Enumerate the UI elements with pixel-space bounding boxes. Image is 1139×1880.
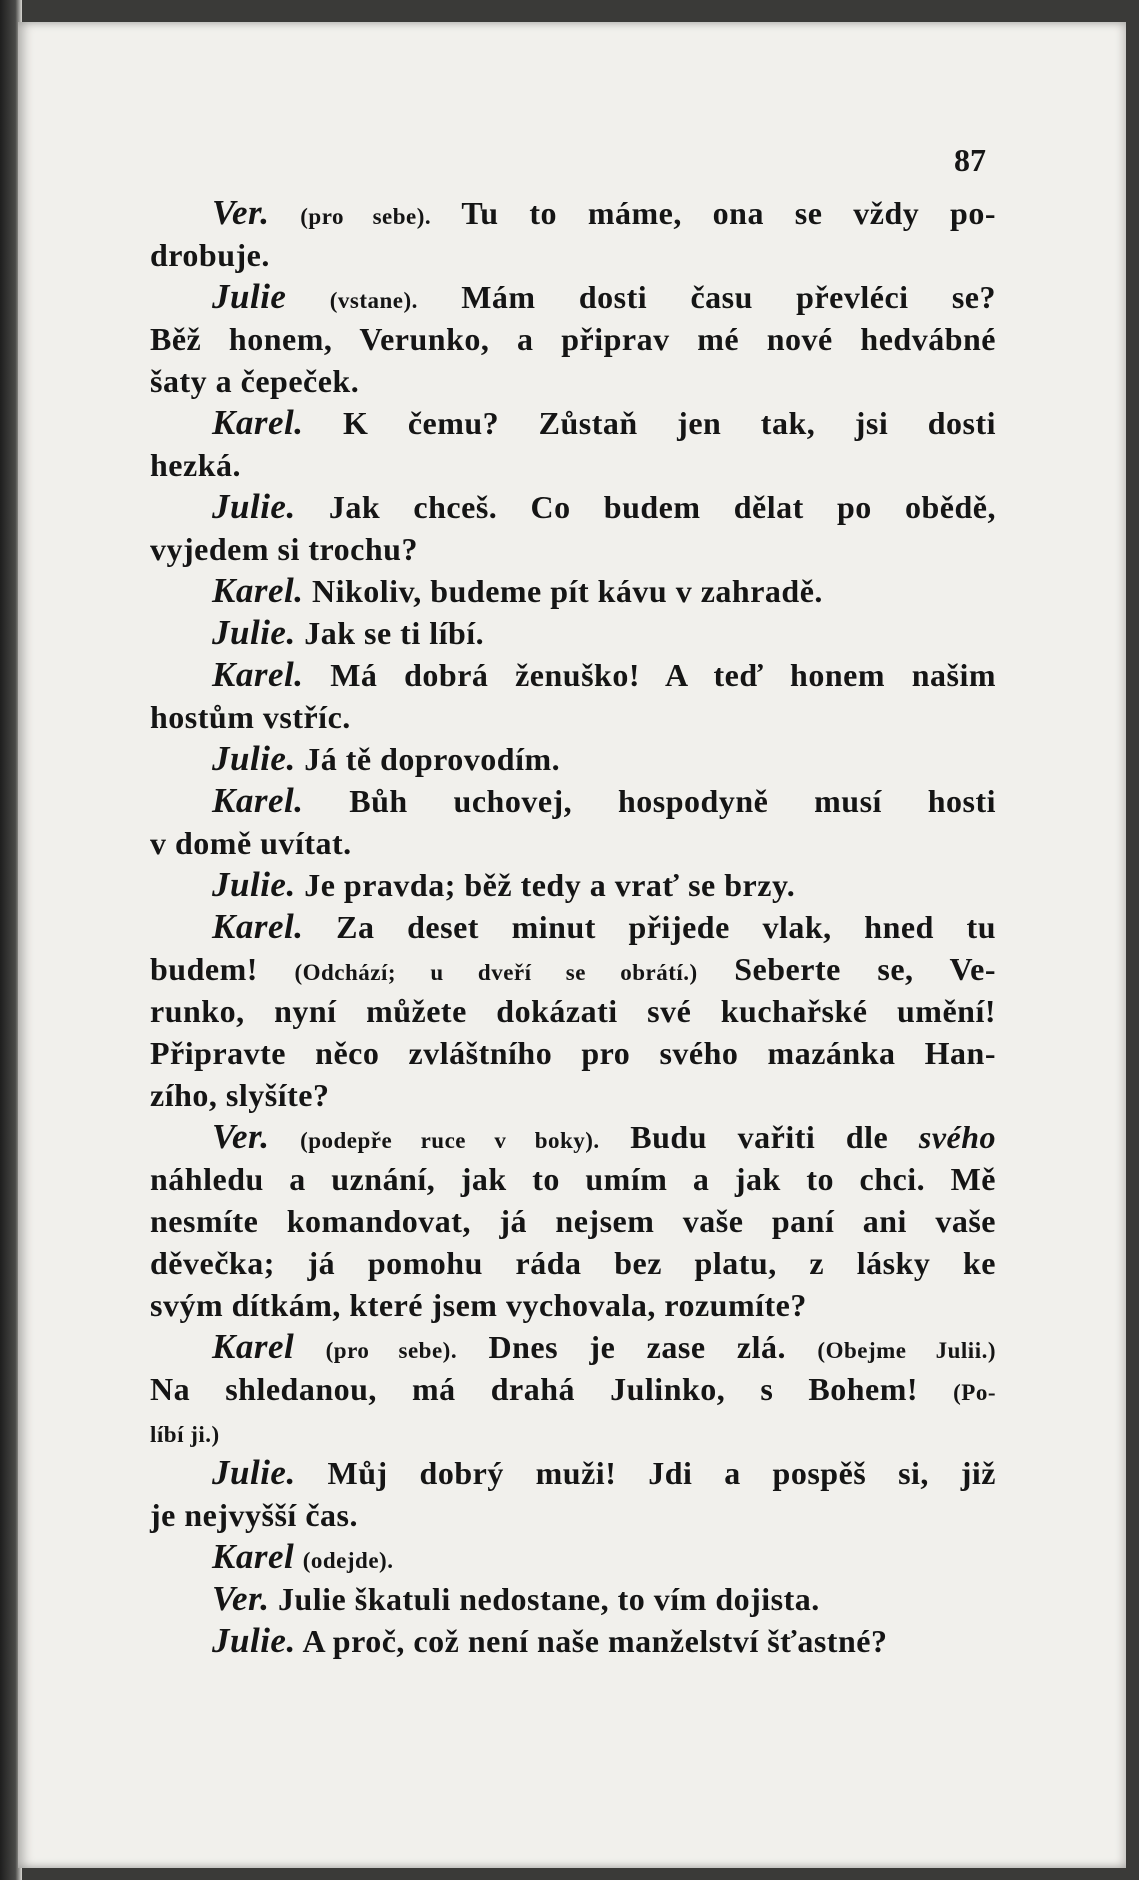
text-line — [150, 1200, 996, 1242]
dialogue-text: Budu vařiti dle — [599, 1119, 919, 1155]
emphasized-word: svého — [918, 1119, 997, 1155]
text-line — [150, 486, 996, 528]
stage-direction: (podepře ruce v boky). — [300, 1128, 600, 1153]
dialogue-text: Je pravda; běž tedy a vrať se brzy. — [295, 867, 796, 903]
dialogue-text: Jak chceš. Co budem dělat po obědě, — [295, 489, 996, 525]
text-line — [150, 1578, 996, 1620]
text-line — [150, 234, 996, 276]
text-line — [150, 1074, 996, 1116]
dialogue-text: nesmíte komandovat, já nejsem vaše paní ani vaše — [150, 1203, 996, 1239]
dialogue-text: hostům vstříc. — [150, 699, 351, 735]
dialogue-text: děvečka; já pomohu ráda bez platu, z lásky ke — [150, 1245, 996, 1281]
text-line — [150, 1326, 996, 1368]
speaker-name: Julie. — [212, 1621, 296, 1660]
speaker-name: Karel — [212, 1327, 295, 1366]
text-line — [150, 1242, 996, 1284]
speaker-name: Julie. — [212, 613, 296, 652]
speaker-name: Julie — [212, 277, 287, 316]
dialogue-text: Nikoliv, budeme pít kávu v zahradě. — [303, 573, 823, 609]
dialogue-text: svým dítkám, které jsem vychovala, rozumíte? — [150, 1287, 807, 1323]
dialogue-text: v domě uvítat. — [150, 825, 352, 861]
book-page — [18, 22, 1126, 1868]
dialogue-text: Bůh uchovej, hospodyně musí hosti — [303, 783, 996, 819]
speaker-name: Karel. — [212, 781, 304, 820]
dialogue-text: je nejvyšší čas. — [150, 1497, 358, 1533]
speaker-name: Karel. — [212, 403, 304, 442]
dialogue-text: Za deset minut přijede vlak, hned tu — [303, 909, 996, 945]
speaker-name: Ver. — [212, 193, 270, 232]
stage-direction: (pro sebe). — [300, 204, 432, 229]
text-line — [150, 1158, 996, 1200]
stage-direction: (Odchází; u dveří se obrátí.) — [294, 960, 698, 985]
text-line — [150, 528, 996, 570]
dialogue-text: Tu to máme, ona se vždy po- — [431, 195, 997, 231]
stage-direction: líbí ji.) — [150, 1422, 220, 1447]
text-line — [150, 780, 996, 822]
dialogue-text: vyjedem si trochu? — [150, 531, 418, 567]
text-line — [150, 1536, 996, 1578]
dialogue-text: zího, slyšíte? — [150, 1077, 330, 1113]
dialogue-text: Dnes je zase zlá. — [457, 1329, 787, 1365]
speaker-name: Ver. — [212, 1579, 270, 1618]
text-line — [150, 696, 996, 738]
text-line — [150, 402, 996, 444]
stage-direction: (vstane). — [329, 288, 418, 313]
dialogue-text: Připravte něco zvláštního pro svého mazánka Han- — [150, 1035, 996, 1071]
text-line — [150, 570, 996, 612]
text-line — [150, 1494, 996, 1536]
dialogue-text: náhledu a uznání, jak to umím a jak to chci. Mě — [150, 1161, 996, 1197]
stage-direction: (Po- — [953, 1380, 996, 1405]
speaker-name: Karel. — [212, 907, 304, 946]
stage-direction: (Obejme Julii.) — [817, 1338, 996, 1363]
text-line — [150, 318, 996, 360]
text-line — [150, 1032, 996, 1074]
dialogue-text: šaty a čepeček. — [150, 363, 360, 399]
speaker-name: Karel. — [212, 571, 304, 610]
stage-direction: (odejde). — [302, 1548, 394, 1573]
dialogue-text: budem! — [150, 951, 258, 987]
text-line — [150, 654, 996, 696]
text-line — [150, 192, 996, 234]
speaker-name: Julie. — [212, 865, 296, 904]
text-line — [150, 1620, 996, 1662]
speaker-name: Julie. — [212, 487, 296, 526]
page-number: 87 — [954, 142, 986, 178]
dialogue-text: Běž honem, Verunko, a připrav mé nové hedvábné — [150, 321, 996, 357]
text-line — [150, 864, 996, 906]
speaker-name: Julie. — [212, 739, 296, 778]
text-line — [150, 1116, 996, 1158]
dialogue-text: Můj dobrý muži! Jdi a pospěš si, již — [295, 1455, 996, 1491]
dialogue-text: hezká. — [150, 447, 241, 483]
dialogue-text: A proč, což není naše manželství šťastné? — [295, 1623, 888, 1659]
stage-direction: (pro sebe). — [325, 1338, 458, 1363]
speaker-name: Ver. — [212, 1117, 270, 1156]
text-line — [150, 1284, 996, 1326]
text-line — [150, 906, 996, 948]
text-line — [150, 276, 996, 318]
text-line — [150, 1410, 996, 1452]
speaker-name: Karel — [212, 1537, 295, 1576]
dialogue-text: Já tě doprovodím. — [295, 741, 561, 777]
speaker-name: Julie. — [212, 1453, 296, 1492]
text-line — [150, 1452, 996, 1494]
dialogue-text: Na shledanou, má drahá Julinko, s Bohem! — [150, 1371, 919, 1407]
dialogue-text: Jak se ti líbí. — [295, 615, 485, 651]
text-line — [150, 990, 996, 1032]
dialogue-text: K čemu? Zůstaň jen tak, jsi dosti — [303, 405, 996, 441]
dialogue-text: runko, nyní můžete dokázati své kuchařské umění! — [150, 993, 996, 1029]
dialogue-text: Mám dosti času převléci se? — [417, 279, 997, 315]
text-line — [150, 1368, 996, 1410]
text-line — [150, 822, 996, 864]
dialogue-text: Seberte se, Ve- — [697, 951, 997, 987]
text-line — [150, 612, 996, 654]
text-line — [150, 444, 996, 486]
speaker-name: Karel. — [212, 655, 304, 694]
play-text — [150, 192, 996, 1662]
dialogue-text: Julie škatuli nedostane, to vím dojista. — [269, 1581, 820, 1617]
text-line — [150, 948, 996, 990]
text-line — [150, 738, 996, 780]
dialogue-text: drobuje. — [150, 237, 270, 273]
text-line — [150, 360, 996, 402]
dialogue-text: Má dobrá ženuško! A teď honem našim — [303, 657, 996, 693]
